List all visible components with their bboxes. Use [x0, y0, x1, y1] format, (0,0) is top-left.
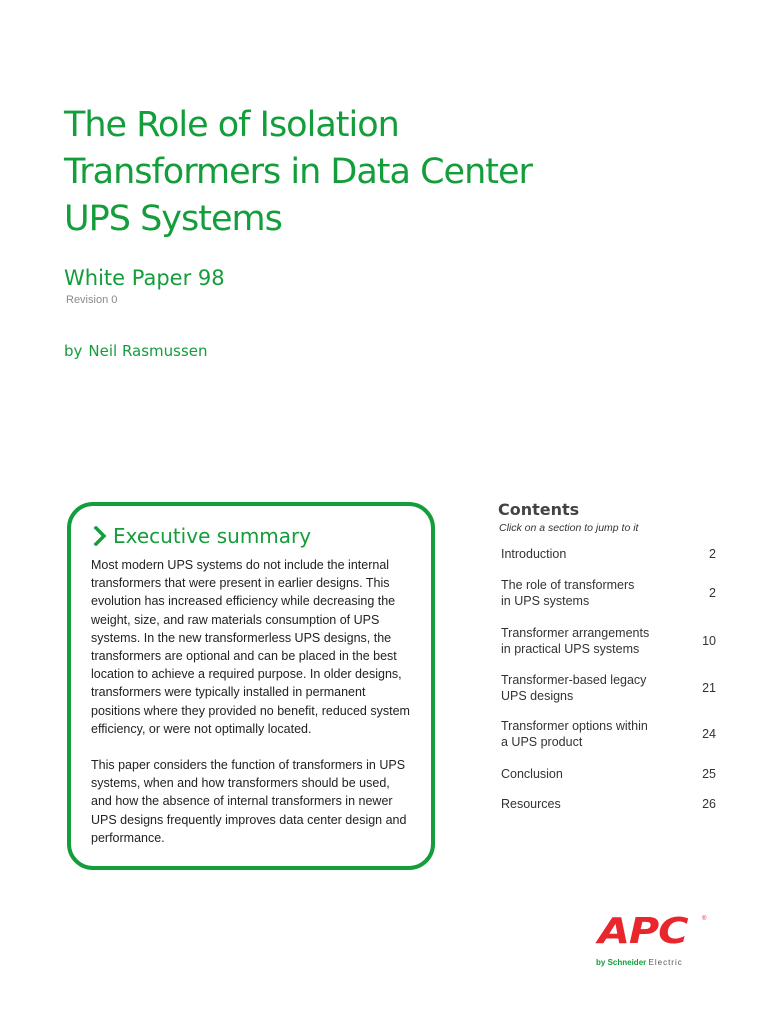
toc-item-page: 25 — [702, 767, 716, 781]
toc-item-label: The role of transformers in UPS systems — [501, 577, 635, 608]
toc-item-label: Transformer options within a UPS product — [501, 718, 648, 749]
schneider-electric-tagline — [596, 958, 683, 967]
logo-suffix-text: Electric — [648, 958, 683, 967]
apc-logo-wordmark: APC — [598, 911, 688, 952]
toc-item-role-of-transformers[interactable] — [501, 576, 716, 610]
toc-item-label: Introduction — [501, 546, 567, 561]
toc-item-page: 24 — [702, 727, 716, 741]
author-name: Neil Rasmussen — [88, 342, 208, 360]
toc-item-label: Conclusion — [501, 766, 563, 781]
author-line — [64, 342, 208, 360]
apc-schneider-logo — [596, 910, 708, 972]
toc-item-transformer-arrangements[interactable] — [501, 624, 716, 658]
logo-company-text: Schneider — [607, 958, 647, 967]
chevron-right-icon — [93, 526, 107, 546]
toc-item-page: 2 — [709, 547, 716, 561]
toc-item-introduction[interactable] — [501, 545, 716, 563]
toc-item-page: 21 — [702, 681, 716, 695]
contents-instruction: Click on a section to jump to it — [499, 522, 639, 534]
registered-mark: ® — [702, 916, 707, 922]
toc-item-label: Resources — [501, 796, 561, 811]
toc-item-legacy-ups-designs[interactable] — [501, 671, 716, 705]
toc-item-label: Transformer arrangements in practical UPS systems — [501, 625, 650, 656]
title-line: The Role of Isolation — [64, 105, 399, 145]
summary-paragraph: This paper considers the function of transformers in UPS systems, when and how transformers should be used, and how the absence of internal transformers in newer UPS designs frequently improves data center design and performance. — [91, 758, 407, 845]
executive-summary-box — [67, 502, 435, 870]
toc-item-transformer-options[interactable] — [501, 717, 716, 751]
author-prefix: by — [64, 342, 83, 360]
revision-label: Revision 0 — [66, 294, 118, 306]
document-title — [64, 102, 684, 243]
toc-item-label: Transformer-based legacy UPS designs — [501, 672, 647, 703]
toc-item-resources[interactable] — [501, 795, 716, 813]
contents-heading: Contents — [498, 500, 580, 519]
title-line: Transformers in Data Center — [64, 152, 532, 192]
executive-summary-header — [93, 524, 311, 548]
white-paper-number: White Paper 98 — [64, 266, 225, 290]
logo-by-text: by — [596, 958, 606, 967]
toc-item-page: 10 — [702, 634, 716, 648]
toc-item-page: 2 — [709, 586, 716, 600]
executive-summary-heading: Executive summary — [113, 524, 312, 548]
summary-paragraph: Most modern UPS systems do not include the internal transformers that were present in earlier designs. This evolution has increased efficiency while decreasing the weight, size, and raw materials consumption of UPS systems. In the new transformerless UPS designs, the transformers are optional and can be placed in the best location to achieve a required purpose. In older designs, transformers were typically installed in permanent positions where they provided no benefit, reduced system efficiency, or were not optimally located. — [91, 558, 410, 736]
title-line: UPS Systems — [64, 199, 282, 239]
toc-item-page: 26 — [702, 797, 716, 811]
toc-item-conclusion[interactable] — [501, 765, 716, 783]
executive-summary-body — [91, 556, 411, 847]
